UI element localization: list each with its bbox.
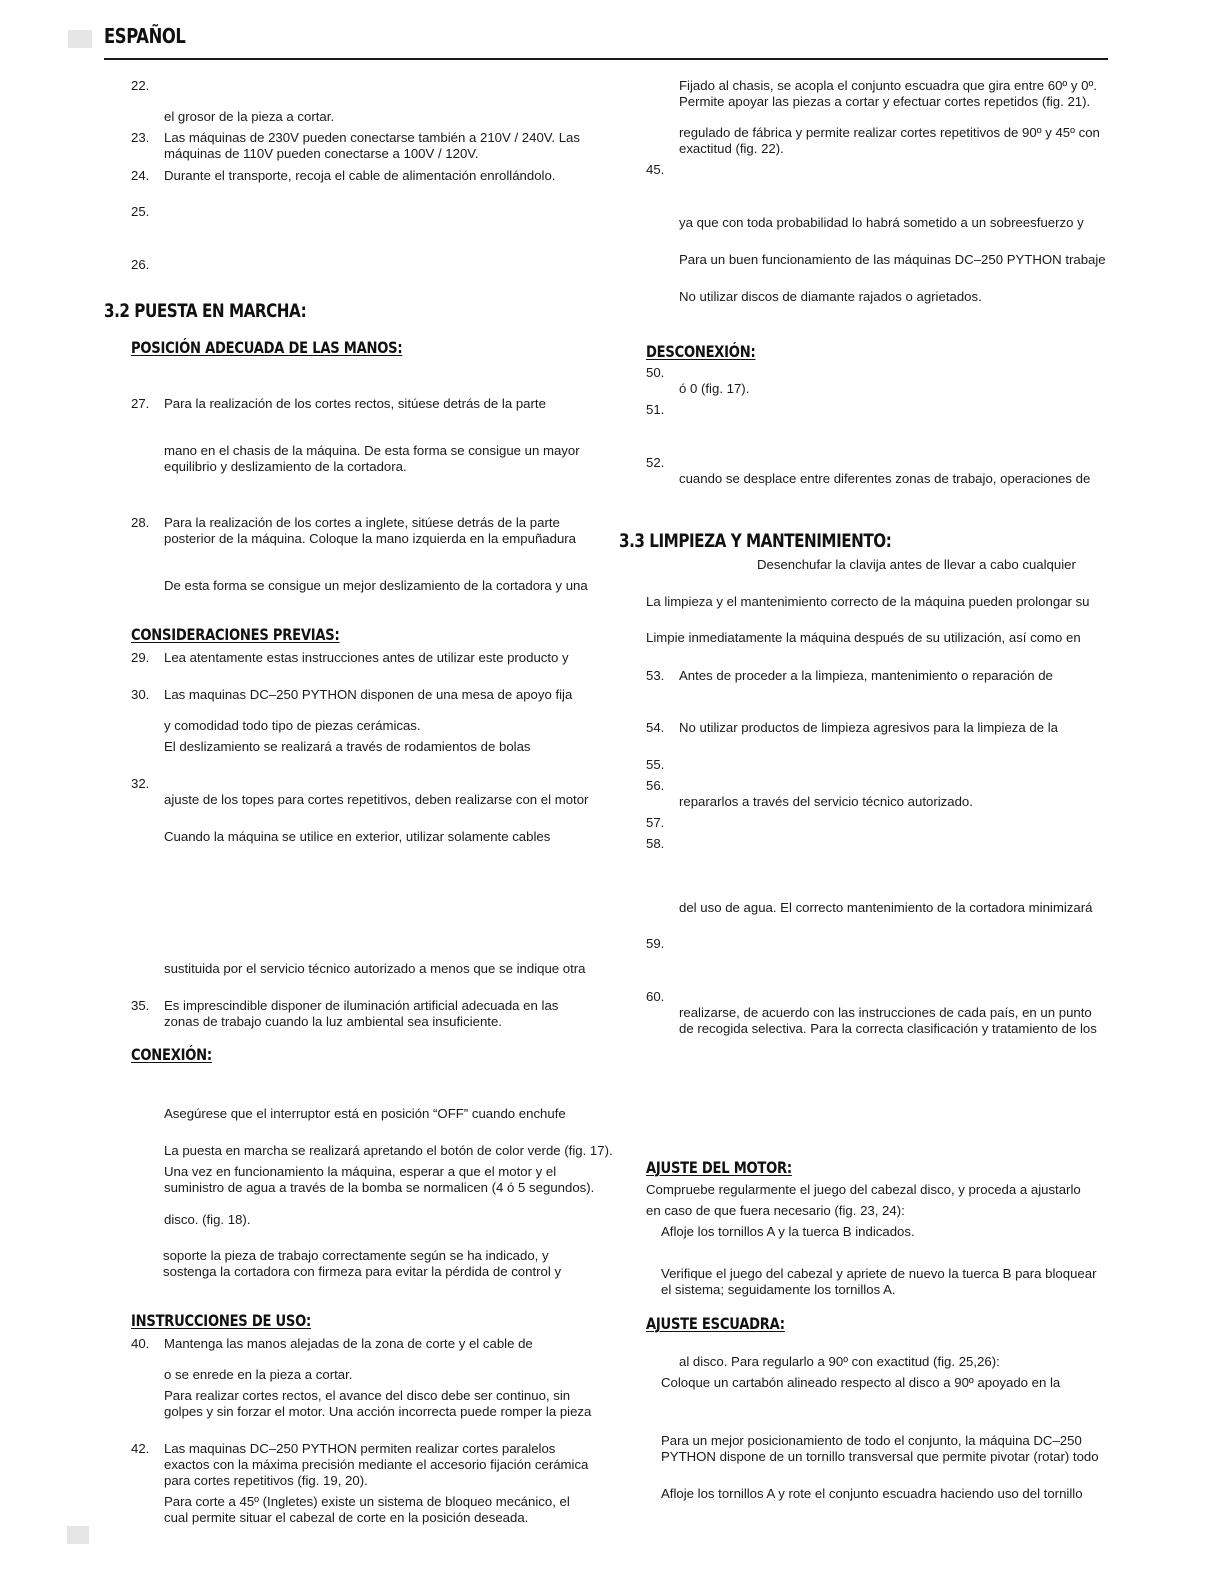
item-number: 60. bbox=[646, 989, 665, 1004]
item-text: Afloje los tornillos A y la tuerca B indicados. bbox=[661, 1224, 915, 1239]
item-text: Para la realización de los cortes a inglete, sitúese detrás de la parte bbox=[164, 515, 560, 530]
item-number: 30. bbox=[131, 687, 150, 702]
item-text: disco. (fig. 18). bbox=[164, 1212, 251, 1227]
item-text: Para un mejor posicionamiento de todo el conjunto, la máquina DC–250 bbox=[661, 1433, 1082, 1448]
item-number: 27. bbox=[131, 396, 150, 411]
item-text: Una vez en funcionamiento la máquina, esperar a que el motor y el bbox=[164, 1164, 557, 1179]
item-text: Limpie inmediatamente la máquina después de su utilización, así como en bbox=[646, 630, 1081, 645]
item-text: Compruebe regularmente el juego del cabezal disco, y proceda a ajustarlo bbox=[646, 1182, 1081, 1197]
item-text: sustituida por el servicio técnico autorizado a menos que se indique otra bbox=[164, 961, 586, 976]
item-number: 53. bbox=[646, 668, 665, 683]
item-text: para cortes repetitivos (fig. 19, 20). bbox=[164, 1473, 368, 1488]
item-number: 45. bbox=[646, 162, 665, 177]
item-number: 42. bbox=[131, 1441, 150, 1456]
page-corner-marker bbox=[67, 1526, 89, 1544]
item-number: 58. bbox=[646, 836, 665, 851]
item-number: 26. bbox=[131, 257, 150, 272]
item-text: exactos con la máxima precisión mediante el accesorio fijación cerámica bbox=[164, 1457, 589, 1472]
language-marker bbox=[68, 30, 92, 48]
item-text: al disco. Para regularlo a 90º con exactitud (fig. 25,26): bbox=[679, 1354, 1000, 1369]
item-text: De esta forma se consigue un mejor deslizamiento de la cortadora y una bbox=[164, 578, 588, 593]
item-text: el sistema; seguidamente los tornillos A. bbox=[661, 1282, 896, 1297]
item-number: 29. bbox=[131, 650, 150, 665]
item-text: Durante el transporte, recoja el cable de alimentación enrollándolo. bbox=[164, 168, 556, 183]
item-text: cuando se desplace entre diferentes zonas de trabajo, operaciones de bbox=[679, 471, 1091, 486]
subheading-connection: CONEXIÓN: bbox=[131, 1045, 212, 1064]
item-number: 50. bbox=[646, 365, 665, 380]
item-number: 57. bbox=[646, 815, 665, 830]
item-text: Afloje los tornillos A y rote el conjunto escuadra haciendo uso del tornillo bbox=[661, 1486, 1083, 1501]
item-text: Desenchufar la clavija antes de llevar a cabo cualquier bbox=[757, 557, 1076, 572]
item-text: No utilizar productos de limpieza agresivos para la limpieza de la bbox=[679, 720, 1058, 735]
item-text: realizarse, de acuerdo con las instrucciones de cada país, en un punto bbox=[679, 1005, 1092, 1020]
item-text: de recogida selectiva. Para la correcta clasificación y tratamiento de los bbox=[679, 1021, 1097, 1036]
item-text: Mantenga las manos alejadas de la zona de corte y el cable de bbox=[164, 1336, 533, 1351]
item-number: 54. bbox=[646, 720, 665, 735]
item-text: ajuste de los topes para cortes repetitivos, deben realizarse con el motor bbox=[164, 792, 589, 807]
subheading-usage-instructions: INSTRUCCIONES DE USO: bbox=[131, 1311, 312, 1330]
item-number: 55. bbox=[646, 757, 665, 772]
subheading-disconnection: DESCONEXIÓN: bbox=[646, 342, 756, 361]
item-text: Lea atentamente estas instrucciones antes de utilizar este producto y bbox=[164, 650, 569, 665]
item-text: del uso de agua. El correcto mantenimiento de la cortadora minimizará bbox=[679, 900, 1093, 915]
item-text: golpes y sin forzar el motor. Una acción incorrecta puede romper la pieza bbox=[164, 1404, 592, 1419]
subheading-motor-adjustment: AJUSTE DEL MOTOR: bbox=[646, 1158, 792, 1177]
item-text: Coloque un cartabón alineado respecto al disco a 90º apoyado en la bbox=[661, 1375, 1061, 1390]
item-text: Las maquinas DC–250 PYTHON permiten realizar cortes paralelos bbox=[164, 1441, 556, 1456]
section-heading-3-2: 3.2 PUESTA EN MARCHA: bbox=[104, 300, 307, 322]
item-text: Para un buen funcionamiento de las máquinas DC–250 PYTHON trabaje bbox=[679, 252, 1106, 267]
item-text: No utilizar discos de diamante rajados o agrietados. bbox=[679, 289, 982, 304]
item-number: 25. bbox=[131, 204, 150, 219]
item-text: La limpieza y el mantenimiento correcto de la máquina pueden prolongar su bbox=[646, 594, 1090, 609]
item-text: equilibrio y deslizamiento de la cortadora. bbox=[164, 459, 407, 474]
item-text: PYTHON dispone de un tornillo transversal que permite pivotar (rotar) todo bbox=[661, 1449, 1099, 1464]
item-text: o se enrede en la pieza a cortar. bbox=[164, 1367, 353, 1382]
item-text: Verifique el juego del cabezal y apriete de nuevo la tuerca B para bloquear bbox=[661, 1266, 1097, 1281]
item-text: Para la realización de los cortes rectos, sitúese detrás de la parte bbox=[164, 396, 546, 411]
item-text: Asegúrese que el interruptor está en posición “OFF” cuando enchufe bbox=[164, 1106, 566, 1121]
item-text: Antes de proceder a la limpieza, mantenimiento o reparación de bbox=[679, 668, 1053, 683]
item-text: cual permite situar el cabezal de corte en la posición deseada. bbox=[164, 1510, 529, 1525]
item-text: El deslizamiento se realizará a través de rodamientos de bolas bbox=[164, 739, 531, 754]
item-number: 24. bbox=[131, 168, 150, 183]
item-text: Es imprescindible disponer de iluminación artificial adecuada en las bbox=[164, 998, 559, 1013]
item-text: exactitud (fig. 22). bbox=[679, 141, 784, 156]
page-language-title: ESPAÑOL bbox=[104, 24, 186, 48]
item-text: y comodidad todo tipo de piezas cerámicas. bbox=[164, 718, 421, 733]
item-text: posterior de la máquina. Coloque la mano izquierda en la empuñadura bbox=[164, 531, 577, 546]
item-text: máquinas de 110V pueden conectarse a 100V / 120V. bbox=[164, 146, 479, 161]
header-rule bbox=[104, 58, 1108, 60]
item-text: el grosor de la pieza a cortar. bbox=[164, 109, 335, 124]
item-number: 35. bbox=[131, 998, 150, 1013]
item-text: regulado de fábrica y permite realizar cortes repetitivos de 90º y 45º con bbox=[679, 125, 1100, 140]
item-text: ya que con toda probabilidad lo habrá sometido a un sobreesfuerzo y bbox=[679, 215, 1084, 230]
item-number: 23. bbox=[131, 130, 150, 145]
item-text: suministro de agua a través de la bomba se normalicen (4 ó 5 segundos). bbox=[164, 1180, 595, 1195]
section-heading-3-3: 3.3 LIMPIEZA Y MANTENIMIENTO: bbox=[619, 530, 892, 552]
item-number: 59. bbox=[646, 936, 665, 951]
item-text: Cuando la máquina se utilice en exterior, utilizar solamente cables bbox=[164, 829, 551, 844]
item-number: 52. bbox=[646, 455, 665, 470]
item-text: en caso de que fuera necesario (fig. 23, 24): bbox=[646, 1203, 905, 1218]
item-text: Permite apoyar las piezas a cortar y efectuar cortes repetidos (fig. 21). bbox=[679, 94, 1091, 109]
item-text: Las maquinas DC–250 PYTHON disponen de una mesa de apoyo fija bbox=[164, 687, 573, 702]
item-text: soporte la pieza de trabajo correctamente según se ha indicado, y bbox=[163, 1248, 549, 1263]
subheading-hand-position: POSICIÓN ADECUADA DE LAS MANOS: bbox=[131, 338, 403, 357]
item-text: La puesta en marcha se realizará apretando el botón de color verde (fig. 17). bbox=[164, 1143, 613, 1158]
item-number: 56. bbox=[646, 778, 665, 793]
item-text: zonas de trabajo cuando la luz ambiental sea insuficiente. bbox=[164, 1014, 502, 1029]
subheading-previous-considerations: CONSIDERACIONES PREVIAS: bbox=[131, 625, 340, 644]
item-text: sostenga la cortadora con firmeza para evitar la pérdida de control y bbox=[163, 1264, 562, 1279]
item-text: mano en el chasis de la máquina. De esta forma se consigue un mayor bbox=[164, 443, 580, 458]
item-text: Para corte a 45º (Ingletes) existe un sistema de bloqueo mecánico, el bbox=[164, 1494, 570, 1509]
item-text: Para realizar cortes rectos, el avance del disco debe ser continuo, sin bbox=[164, 1388, 571, 1403]
item-number: 51. bbox=[646, 402, 665, 417]
subheading-square-adjustment: AJUSTE ESCUADRA: bbox=[646, 1314, 785, 1333]
item-number: 40. bbox=[131, 1336, 150, 1351]
item-text: ó 0 (fig. 17). bbox=[679, 381, 750, 396]
item-number: 28. bbox=[131, 515, 150, 530]
item-text: repararlos a través del servicio técnico autorizado. bbox=[679, 794, 973, 809]
item-number: 32. bbox=[131, 776, 150, 791]
item-text: Fijado al chasis, se acopla el conjunto escuadra que gira entre 60º y 0º. bbox=[679, 78, 1097, 93]
item-number: 22. bbox=[131, 78, 150, 93]
item-text: Las máquinas de 230V pueden conectarse también a 210V / 240V. Las bbox=[164, 130, 580, 145]
